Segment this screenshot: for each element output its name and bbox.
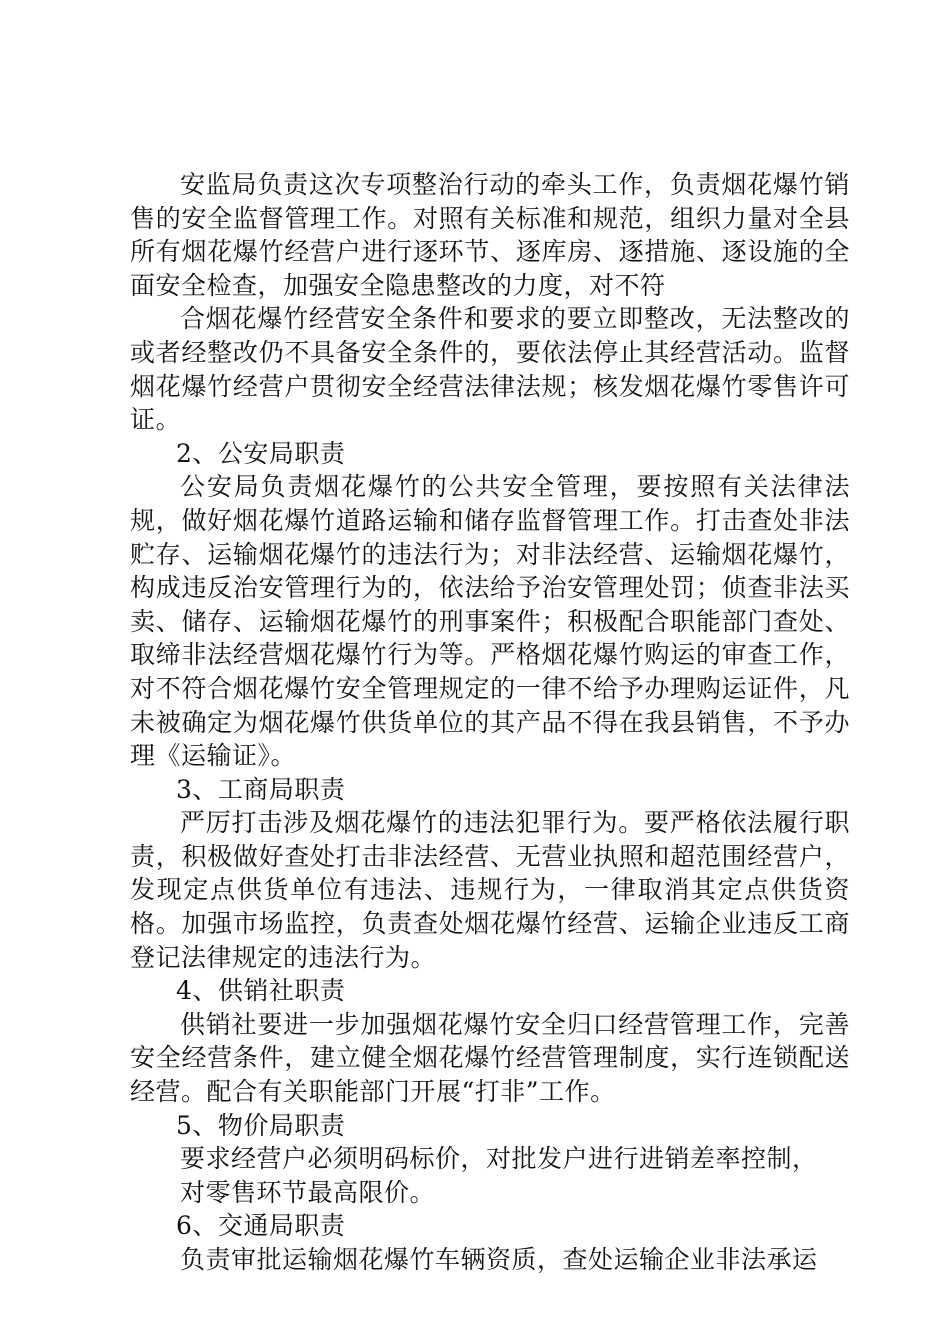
paragraph-safety-bureau-continued: 合烟花爆竹经营安全条件和要求的要立即整改，无法整改的或者经整改仍不具备安全条件的，要依法停止其经营活动。监督烟花爆竹经营户贯彻安全经营法律法规；核发烟花爆竹零售许可证。 <box>130 304 850 435</box>
paragraph-transport-bureau: 负责审批运输烟花爆竹车辆资质，查处运输企业非法承运 <box>180 1245 818 1274</box>
paragraph-safety-bureau: 安监局负责这次专项整治行动的牵头工作，负责烟花爆竹销售的安全监督管理工作。对照有关标准和规范，组织力量对全县所有烟花爆竹经营户进行逐环节、逐库房、逐措施、逐设施的全面安全检查，加强安全隐患整改的力度，对不符 <box>130 170 850 300</box>
paragraph-supply-marketing: 供销社要进一步加强烟花爆竹安全归口经营管理工作，完善安全经营条件，建立健全烟花爆竹经营管理制度，实行连锁配送经营。配合有关职能部门开展“打非”工作。 <box>130 1009 850 1107</box>
paragraph-industry-commerce: 严厉打击涉及烟花爆竹的违法犯罪行为。要严格依法履行职责，积极做好查处打击非法经营、无营业执照和超范围经营户，发现定点供货单位有违法、违规行为，一律取消其定点供货资格。加强市场监控，负责查处烟花爆竹经营、运输企业违反工商登记法律规定的违法行为。 <box>130 808 850 972</box>
line-price-bureau-2: 对零售环节最高限价。 <box>180 1177 436 1207</box>
heading-transport-bureau: 6、交通局职责 <box>176 1211 346 1241</box>
paragraph-public-security: 公安局负责烟花爆竹的公共安全管理，要按照有关法律法规，做好烟花爆竹道路运输和储存监督管理工作。打击查处非法贮存、运输烟花爆竹的违法行为；对非法经营、运输烟花爆竹，构成违反治安管理行为的，依法给予治安管理处罚；侦查非法买卖、储存、运输烟花爆竹的刑事案件；积极配合职能部门查处、取缔非法经营烟花爆竹行为等。严格烟花爆竹购运的审查工作，对不符合烟花爆竹安全管理规定的一律不给予办理购运证件，凡未被确定为烟花爆竹供货单位的其产品不得在我县销售，不予办理《运输证》。 <box>130 472 850 771</box>
heading-price-bureau: 5、物价局职责 <box>176 1110 346 1140</box>
heading-supply-marketing: 4、供销社职责 <box>176 976 346 1006</box>
line-price-bureau-1: 要求经营户必须明码标价，对批发户进行进销差率控制， <box>180 1144 818 1174</box>
heading-industry-commerce: 3、工商局职责 <box>176 774 346 804</box>
document-body <box>130 168 850 1277</box>
heading-public-security: 2、公安局职责 <box>176 438 346 468</box>
